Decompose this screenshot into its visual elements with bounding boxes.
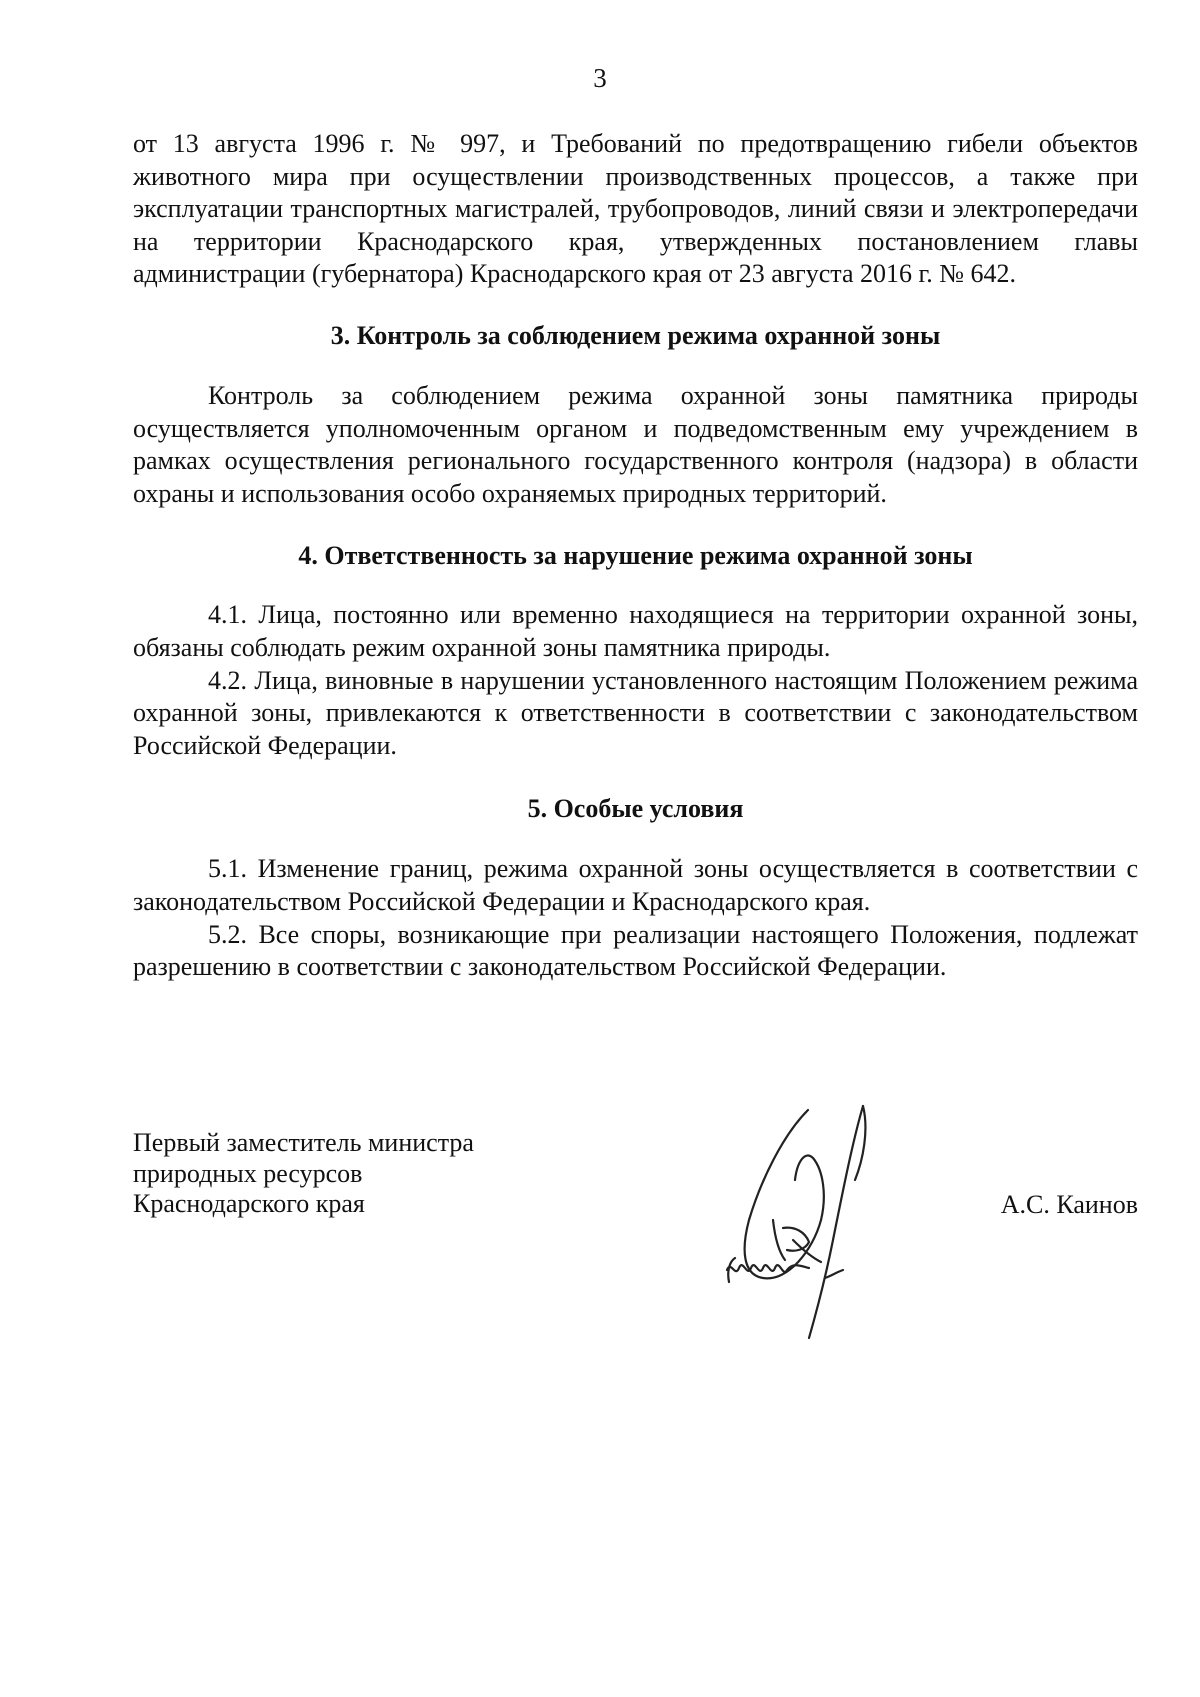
intro-paragraph: от 13 августа 1996 г. № 997, и Требований по предотвращению гибели объектов животного мира при осуществлении производственных процессов, а также при эксплуатации транспортных магистралей, трубопроводов, линий связи и электропередачи на территории Краснодарского края, утвержденных постановлением главы администрации (губернатора) Краснодарского края от 23 августа 2016 г. № 642.	[133, 129, 1138, 289]
section-4-heading: 4. Ответственность за нарушение режима охранной зоны	[298, 541, 973, 571]
handwritten-signature	[713, 1100, 913, 1340]
signer-title-line: природных ресурсов	[133, 1158, 363, 1188]
page-number: 3	[593, 63, 607, 93]
signer-title-line: Краснодарского края	[133, 1189, 365, 1218]
signature-stroke	[825, 1270, 843, 1278]
section-4-paragraph-1: 4.1. Лица, постоянно или временно находящиеся на территории охранной зоны, обязаны соблюдать режим охранной зоны памятника природы.	[133, 600, 1138, 662]
signer-name: А.С. Каинов	[1000, 1190, 1138, 1219]
section-5-paragraph-1: 5.1. Изменение границ, режима охранной зоны осуществляется в соответствии с законодательством Российской Федерации и Краснодарского края.	[133, 854, 1138, 916]
section-4-paragraph-2: 4.2. Лица, виновные в нарушении установленного настоящим Положением режима охранной зоны, привлекаются к ответственности в соответствии с законодательством Российской Федерации.	[133, 665, 1138, 760]
signature-block	[133, 1128, 1138, 1338]
section-5-paragraph-2: 5.2. Все споры, возникающие при реализации настоящего Положения, подлежат разрешению в соответствии с законодательством Российской Федерации.	[133, 919, 1138, 982]
document-body	[133, 128, 1138, 984]
signer-title-line: Первый заместитель министра	[133, 1128, 474, 1157]
section-5-heading: 5. Особые условия	[527, 794, 744, 824]
section-3-heading: 3. Контроль за соблюдением режима охранной зоны	[330, 320, 941, 350]
signature-stroke	[809, 1106, 863, 1338]
signature-stroke	[745, 1110, 824, 1278]
signature-stroke	[727, 1265, 809, 1272]
section-3-paragraph: Контроль за соблюдением режима охранной зоны памятника природы осуществляется уполномоченным органом и подведомственным ему учреждением в рамках осуществления регионального государственного контроля (надзора) в области охраны и использования особо охраняемых природных территорий.	[133, 380, 1138, 508]
signer-title	[133, 1128, 553, 1220]
